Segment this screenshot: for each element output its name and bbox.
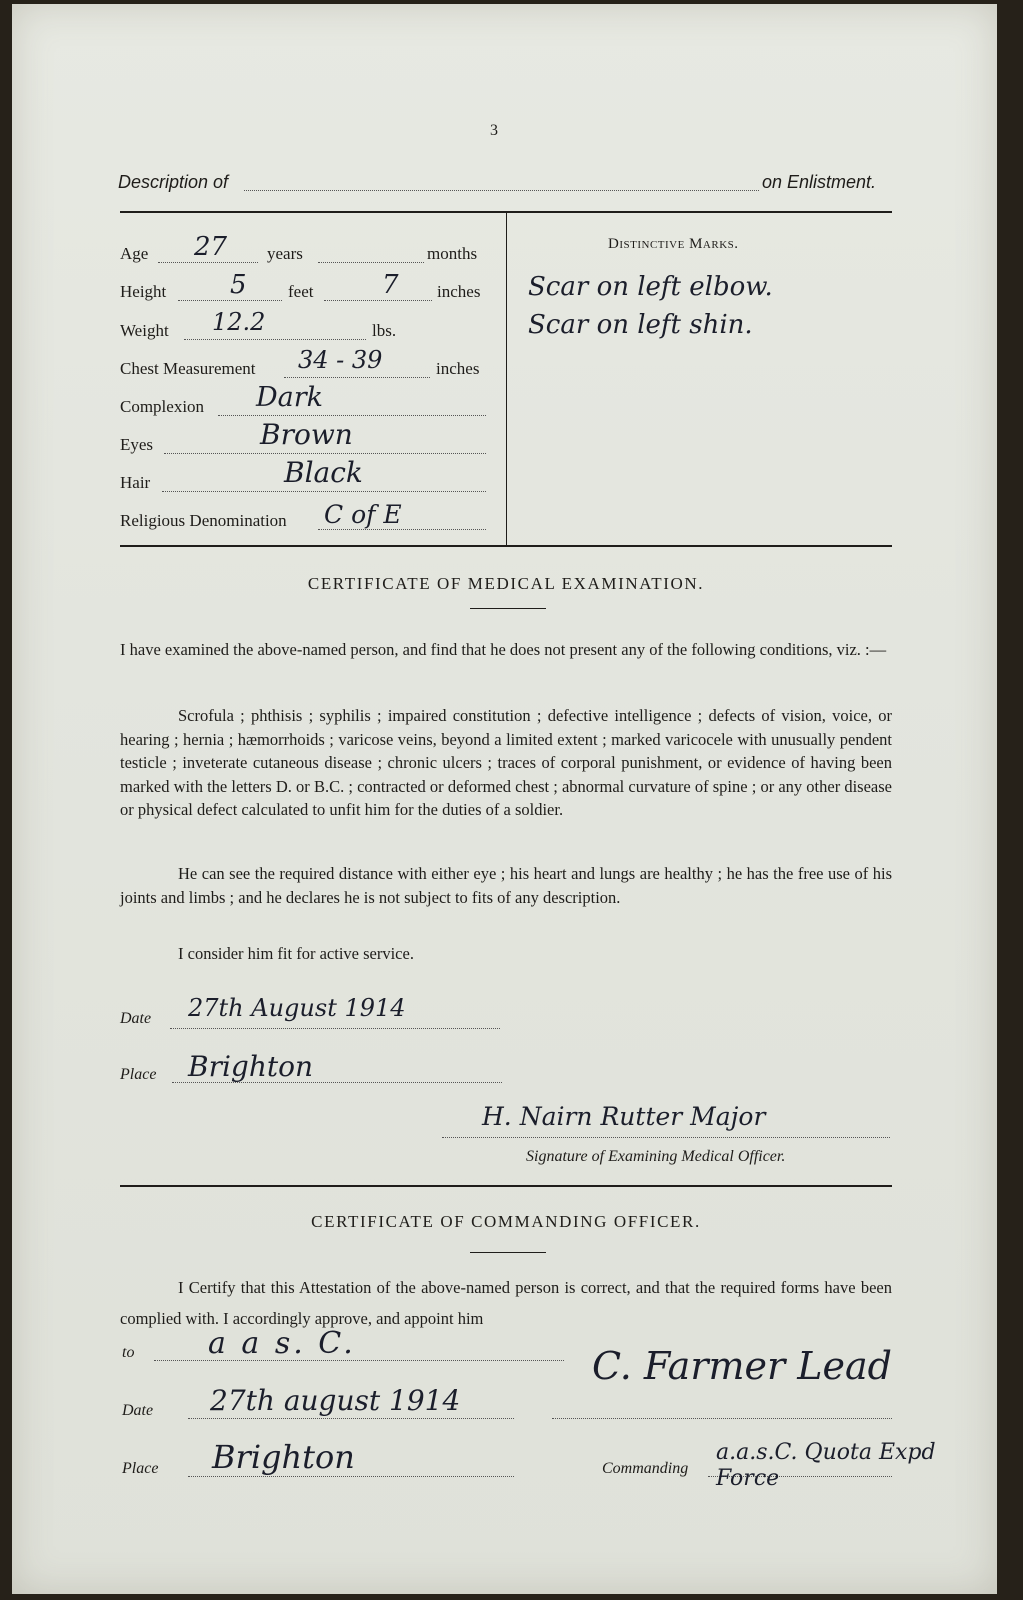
height-label: Height — [120, 282, 167, 301]
medical-date-line — [170, 1028, 500, 1029]
medical-officer-signature: H. Nairn Rutter Major — [482, 1102, 766, 1131]
height-inches-unit: inches — [437, 282, 481, 301]
age-value: 27 — [194, 232, 228, 262]
distinctive-marks-title: Distinctive Marks. — [608, 236, 739, 252]
medical-conditions: Scrofula ; phthisis ; syphilis ; impaired constitution ; defective intelligence ; defects of vision, voice, or hearing ; hernia ; hæmorrhoids ; varicose veins, beyond a limited extent ; marked varicocele with unusually pendent testicle ; inveterate cutaneous disease ; chronic ulcers ; traces of corporal punishment, or evidence of having been marked with the letters D. or B.C. ; contracted or deformed chest ; abnormal curvature of spine ; or any other disease or physical defect calculated to unfit him for the duties of a soldier. — [120, 706, 892, 819]
commanding-title-underline — [470, 1252, 546, 1253]
header-dotted-line — [244, 190, 759, 191]
chest-unit: inches — [436, 359, 480, 378]
commanding-officer-signature: C. Farmer Lead — [592, 1344, 892, 1388]
page-number: 3 — [490, 122, 498, 139]
age-line — [158, 262, 258, 263]
height-feet-line — [178, 300, 282, 301]
medical-signature-line — [442, 1137, 890, 1138]
months-line — [318, 262, 424, 263]
religion-label: Religious Denomination — [120, 511, 287, 530]
age-unit-years: years — [267, 244, 303, 263]
weight-label: Weight — [120, 321, 169, 340]
hair-line — [162, 491, 486, 492]
chest-value: 34 - 39 — [298, 346, 383, 374]
medical-signature-caption: Signature of Examining Medical Officer. — [526, 1148, 786, 1165]
commanding-date-line — [188, 1418, 514, 1419]
attestation-page — [12, 4, 997, 1594]
age-label: Age — [120, 244, 149, 263]
hair-value: Black — [284, 456, 363, 489]
header-suffix: on Enlistment. — [762, 172, 877, 192]
commanding-date-value: 27th august 1914 — [210, 1384, 461, 1417]
height-inches-line — [324, 300, 432, 301]
commanding-certificate-title: CERTIFICATE OF COMMANDING OFFICER. — [311, 1212, 701, 1231]
hair-label: Hair — [120, 473, 151, 492]
medical-intro: I have examined the above-named person, and find that he does not present any of the following conditions, viz. :— — [120, 640, 887, 659]
commanding-place-value: Brighton — [212, 1438, 355, 1476]
eyes-label: Eyes — [120, 435, 154, 454]
medical-place-value: Brighton — [188, 1050, 314, 1083]
description-bottom-rule — [120, 545, 892, 547]
height-feet-unit: feet — [288, 282, 314, 301]
chest-line — [284, 377, 430, 378]
medical-place-label: Place — [120, 1066, 157, 1083]
commanding-date-label: Date — [122, 1402, 154, 1419]
religion-value: C of E — [324, 500, 402, 529]
commanding-label: Commanding — [602, 1460, 689, 1477]
commanding-to-value: a a s. C. — [208, 1326, 356, 1361]
medical-certificate-title: CERTIFICATE OF MEDICAL EXAMINATION. — [307, 574, 705, 593]
medical-sight: He can see the required distance with either eye ; his heart and lungs are healthy ; he has the free use of his joints and limbs ; and he declares he is not subject to fits of any description. — [120, 864, 892, 907]
medical-date-value: 27th August 1914 — [188, 994, 406, 1022]
medical-title-underline — [470, 608, 546, 609]
height-inches-value: 7 — [382, 270, 399, 300]
complexion-line — [218, 415, 486, 416]
medical-date-label: Date — [120, 1010, 152, 1027]
weight-line — [184, 339, 366, 340]
commanding-place-label: Place — [122, 1460, 159, 1477]
religion-line — [318, 529, 486, 530]
eyes-line — [164, 453, 486, 454]
eyes-value: Brown — [260, 418, 353, 451]
section-rule — [120, 1185, 892, 1187]
weight-unit: lbs. — [372, 321, 397, 340]
commanding-signature-line — [552, 1418, 892, 1419]
height-feet-value: 5 — [230, 270, 247, 300]
distinctive-mark-1: Scar on left elbow. — [528, 272, 773, 302]
commanding-place-line — [188, 1476, 514, 1477]
distinctive-mark-2: Scar on left shin. — [528, 310, 753, 340]
commanding-unit-value: a.a.s.C. Quota Expd Force — [716, 1440, 936, 1491]
weight-value: 12.2 — [212, 308, 266, 336]
chest-label: Chest Measurement — [120, 359, 256, 378]
medical-fit: I consider him fit for active service. — [178, 944, 414, 963]
age-unit-months: months — [427, 244, 478, 263]
commanding-to-label: to — [122, 1344, 135, 1361]
column-divider — [506, 213, 507, 545]
complexion-label: Complexion — [120, 397, 205, 416]
header-prefix: Description of — [118, 172, 229, 192]
commanding-text: I Certify that this Attestation of the above-named person is correct, and that the required forms have been complied with. I accordingly approve, and appoint him — [120, 1278, 892, 1328]
complexion-value: Dark — [256, 382, 324, 413]
